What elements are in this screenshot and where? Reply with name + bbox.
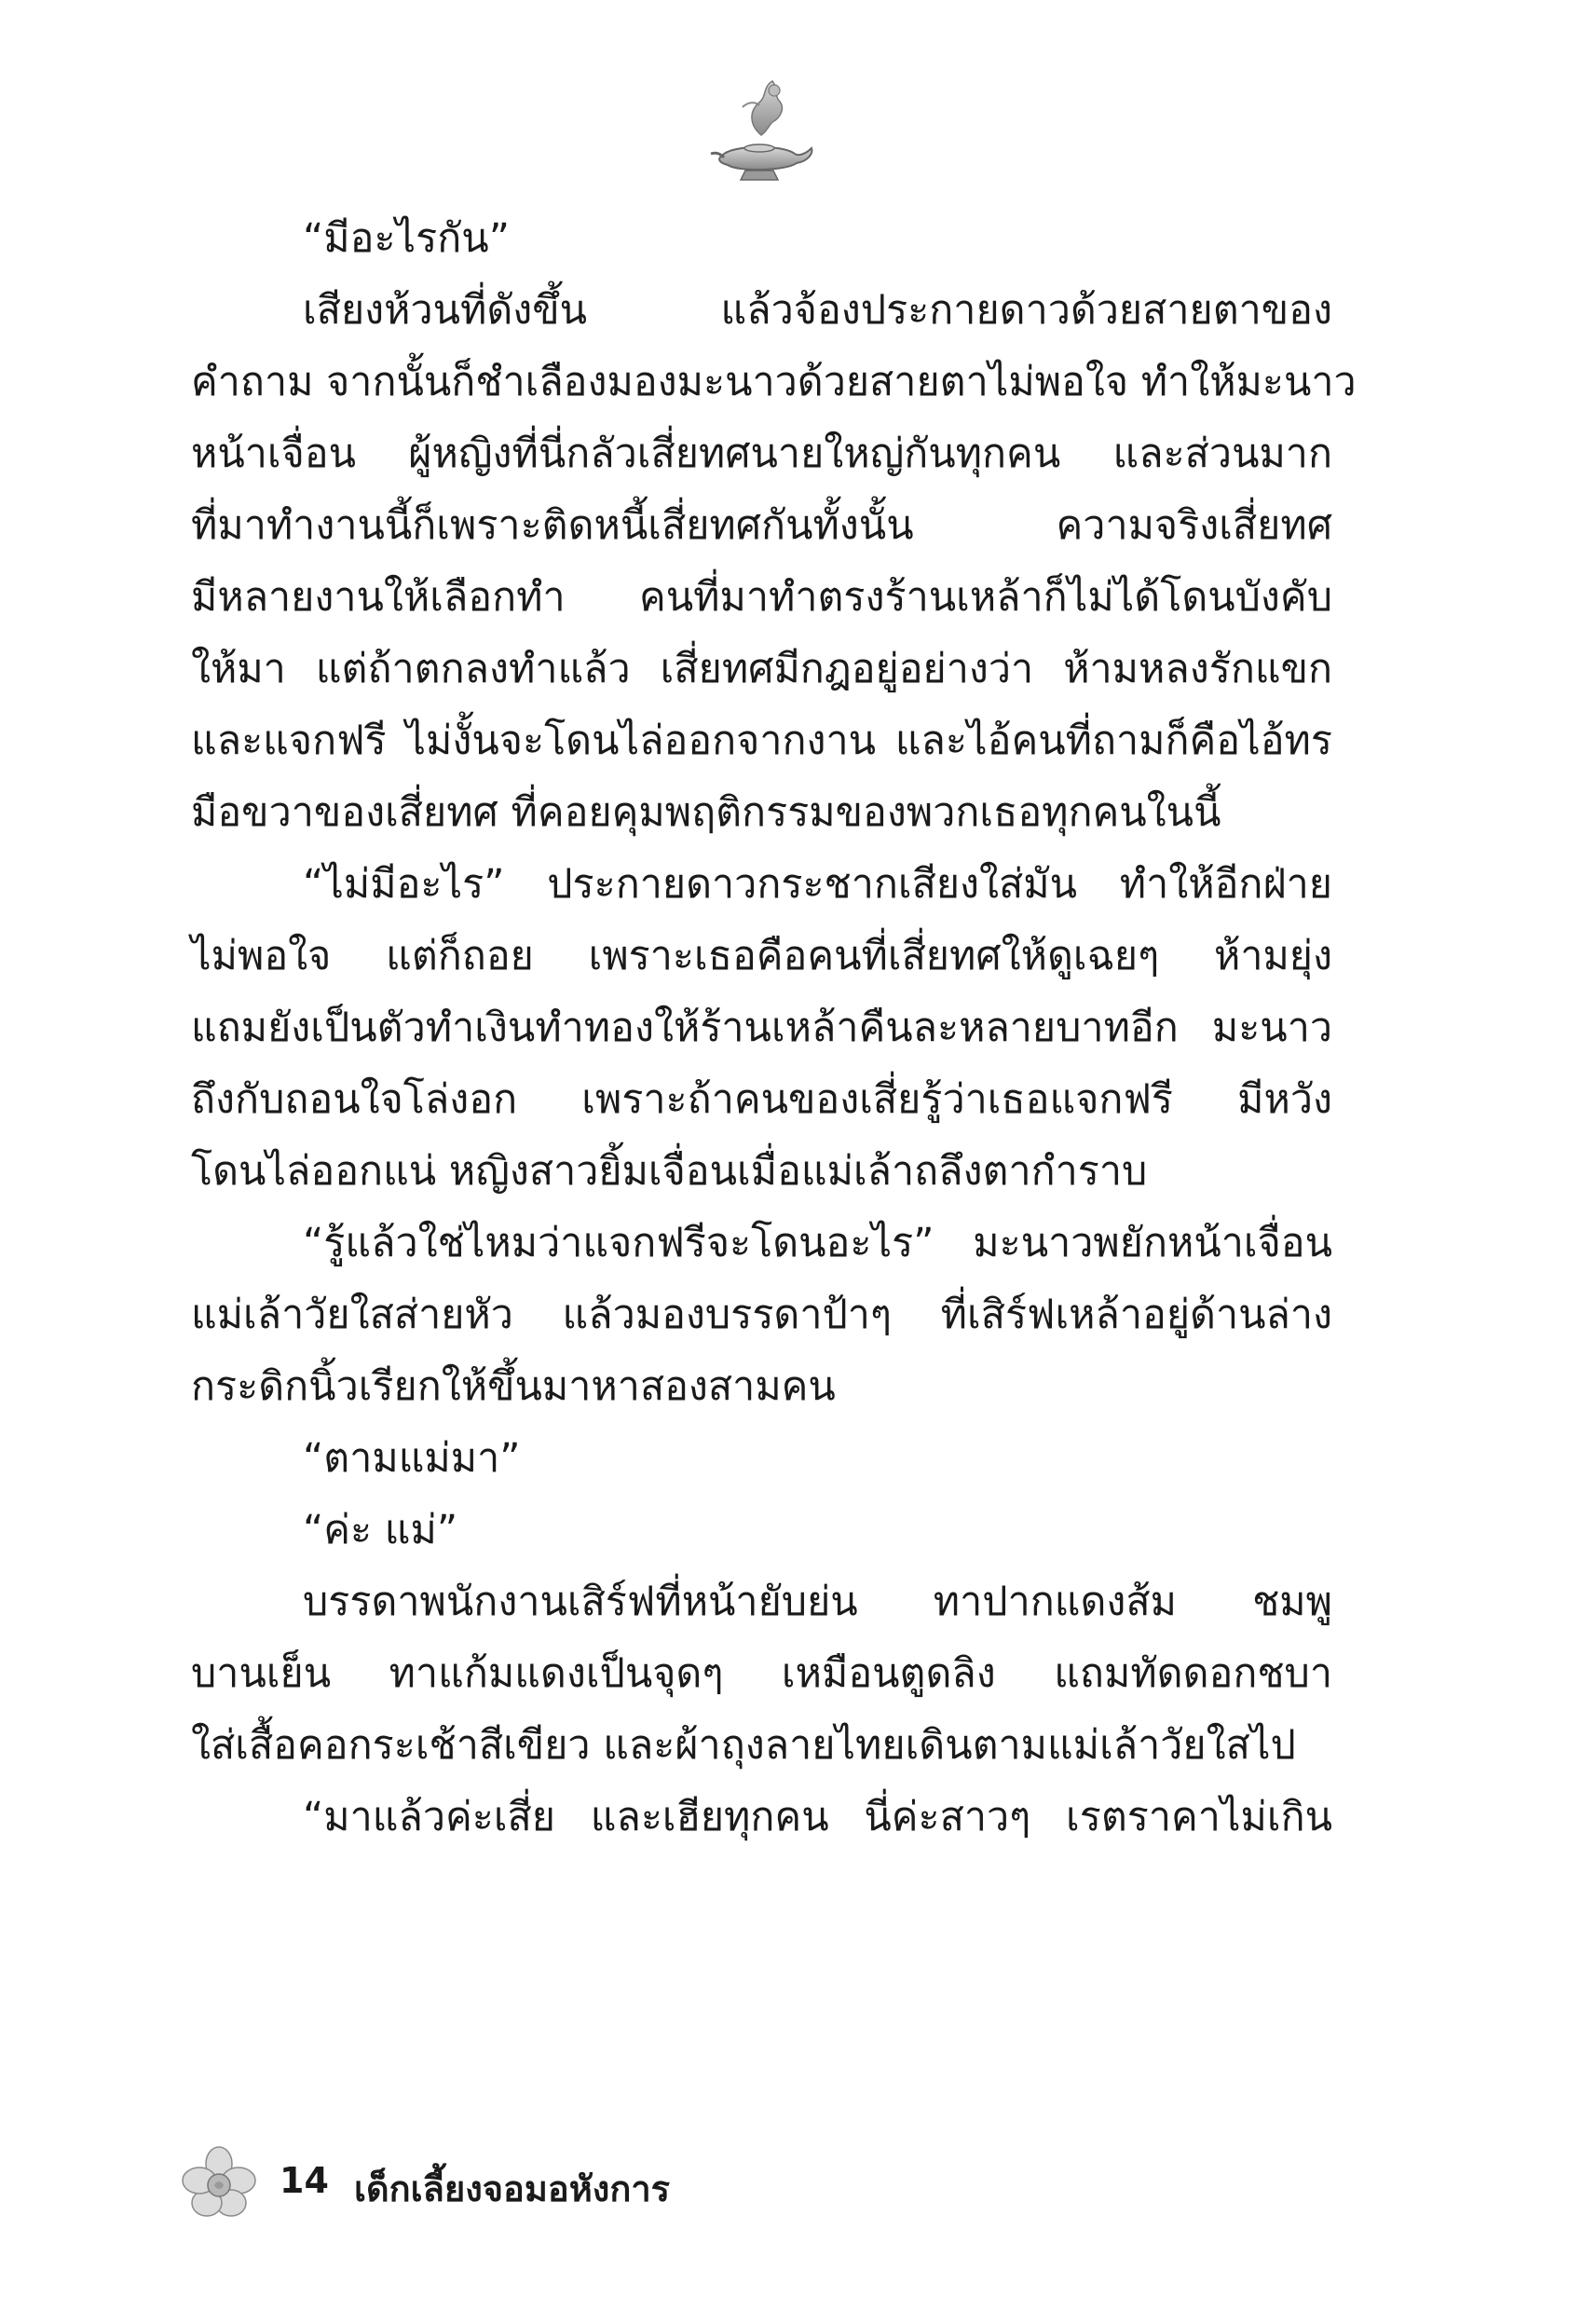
text-line: มีหลายงานให้เลือกทำ คนที่มาทำตรงร้านเหล้าก็ไม่ได้โดนบังคับ bbox=[191, 574, 1332, 621]
text-line: เสียงห้วนที่ดังขึ้น แล้วจ้องประกายดาวด้วยสายตาของ bbox=[303, 287, 1332, 334]
text-line: “รู้แล้วใช่ไหมว่าแจกฟรีจะโดนอะไร” มะนาวพยักหน้าเจื่อน bbox=[303, 1220, 1332, 1266]
text-line: โดนไล่ออกแน่ หญิงสาวยิ้มเจื่อนเมื่อแม่เล้าถลึงตากำราบ bbox=[191, 1148, 1148, 1195]
flower-icon bbox=[177, 2143, 261, 2227]
text-line: แม่เล้าวัยใสส่ายหัว แล้วมองบรรดาป้าๆ ที่เสิร์ฟเหล้าอยู่ด้านล่าง bbox=[191, 1292, 1332, 1338]
text-line: “มีอะไรกัน” bbox=[303, 215, 510, 262]
text-line: “ไม่มีอะไร” ประกายดาวกระชากเสียงใส่มัน ทำให้อีกฝ่าย bbox=[303, 861, 1332, 908]
text-line: คำถาม จากนั้นก็ชำเลืองมองมะนาวด้วยสายตาไม่พอใจ ทำให้มะนาว bbox=[191, 359, 1357, 405]
text-line: บานเย็น ทาแก้มแดงเป็นจุดๆ เหมือนตูดลิง แถมทัดดอกชบา bbox=[191, 1650, 1332, 1697]
text-line: ใส่เสื้อคอกระเช้าสีเขียว และผ้าถุงลายไทยเดินตามแม่เล้าวัยใสไป bbox=[191, 1722, 1296, 1769]
text-line: “มาแล้วค่ะเสี่ย และเฮียทุกคน นี่ค่ะสาวๆ เรตราคาไม่เกิน bbox=[303, 1794, 1332, 1840]
text-line: ถึงกับถอนใจโล่งอก เพราะถ้าคนของเสี่ยรู้ว่าเธอแจกฟรี มีหวัง bbox=[191, 1076, 1332, 1123]
text-line: “ค่ะ แม่” bbox=[303, 1507, 458, 1553]
book-title: เด็กเลี้ยงจอมอหังการ bbox=[354, 2168, 671, 2209]
text-line: แถมยังเป็นตัวทำเงินทำทองให้ร้านเหล้าคืนละหลายบาทอีก มะนาว bbox=[191, 1005, 1332, 1051]
text-line: กระดิกนิ้วเรียกให้ขึ้นมาหาสองสามคน bbox=[191, 1363, 836, 1410]
body-text bbox=[191, 203, 1357, 1853]
text-line: ไม่พอใจ แต่ก็ถอย เพราะเธอคือคนที่เสี่ยทศให้ดูเฉยๆ ห้ามยุ่ง bbox=[191, 933, 1332, 979]
text-line: บรรดาพนักงานเสิร์ฟที่หน้ายับย่น ทาปากแดงส้ม ชมพู bbox=[303, 1579, 1332, 1625]
text-line: และแจกฟรี ไม่งั้นจะโดนไล่ออกจากงาน และไอ้คนที่ถามก็คือไอ้ทร bbox=[191, 718, 1332, 764]
text-line: มือขวาของเสี่ยทศ ที่คอยคุมพฤติกรรมของพวกเธอทุกคนในนี้ bbox=[191, 789, 1221, 836]
text-line: ให้มา แต่ถ้าตกลงทำแล้ว เสี่ยทศมีกฎอยู่อย่างว่า ห้ามหลงรักแขก bbox=[191, 646, 1332, 692]
page-number: 14 bbox=[280, 2160, 329, 2201]
text-line: หน้าเจื่อน ผู้หญิงที่นี่กลัวเสี่ยทศนายใหญ่กันทุกคน และส่วนมาก bbox=[191, 431, 1332, 477]
text-line: “ตามแม่มา” bbox=[303, 1435, 521, 1482]
text-line: ที่มาทำงานนี้ก็เพราะติดหนี้เสี่ยทศกันทั้งนั้น ความจริงเสี่ยทศ bbox=[191, 502, 1332, 549]
genie-lamp-icon bbox=[694, 70, 825, 200]
